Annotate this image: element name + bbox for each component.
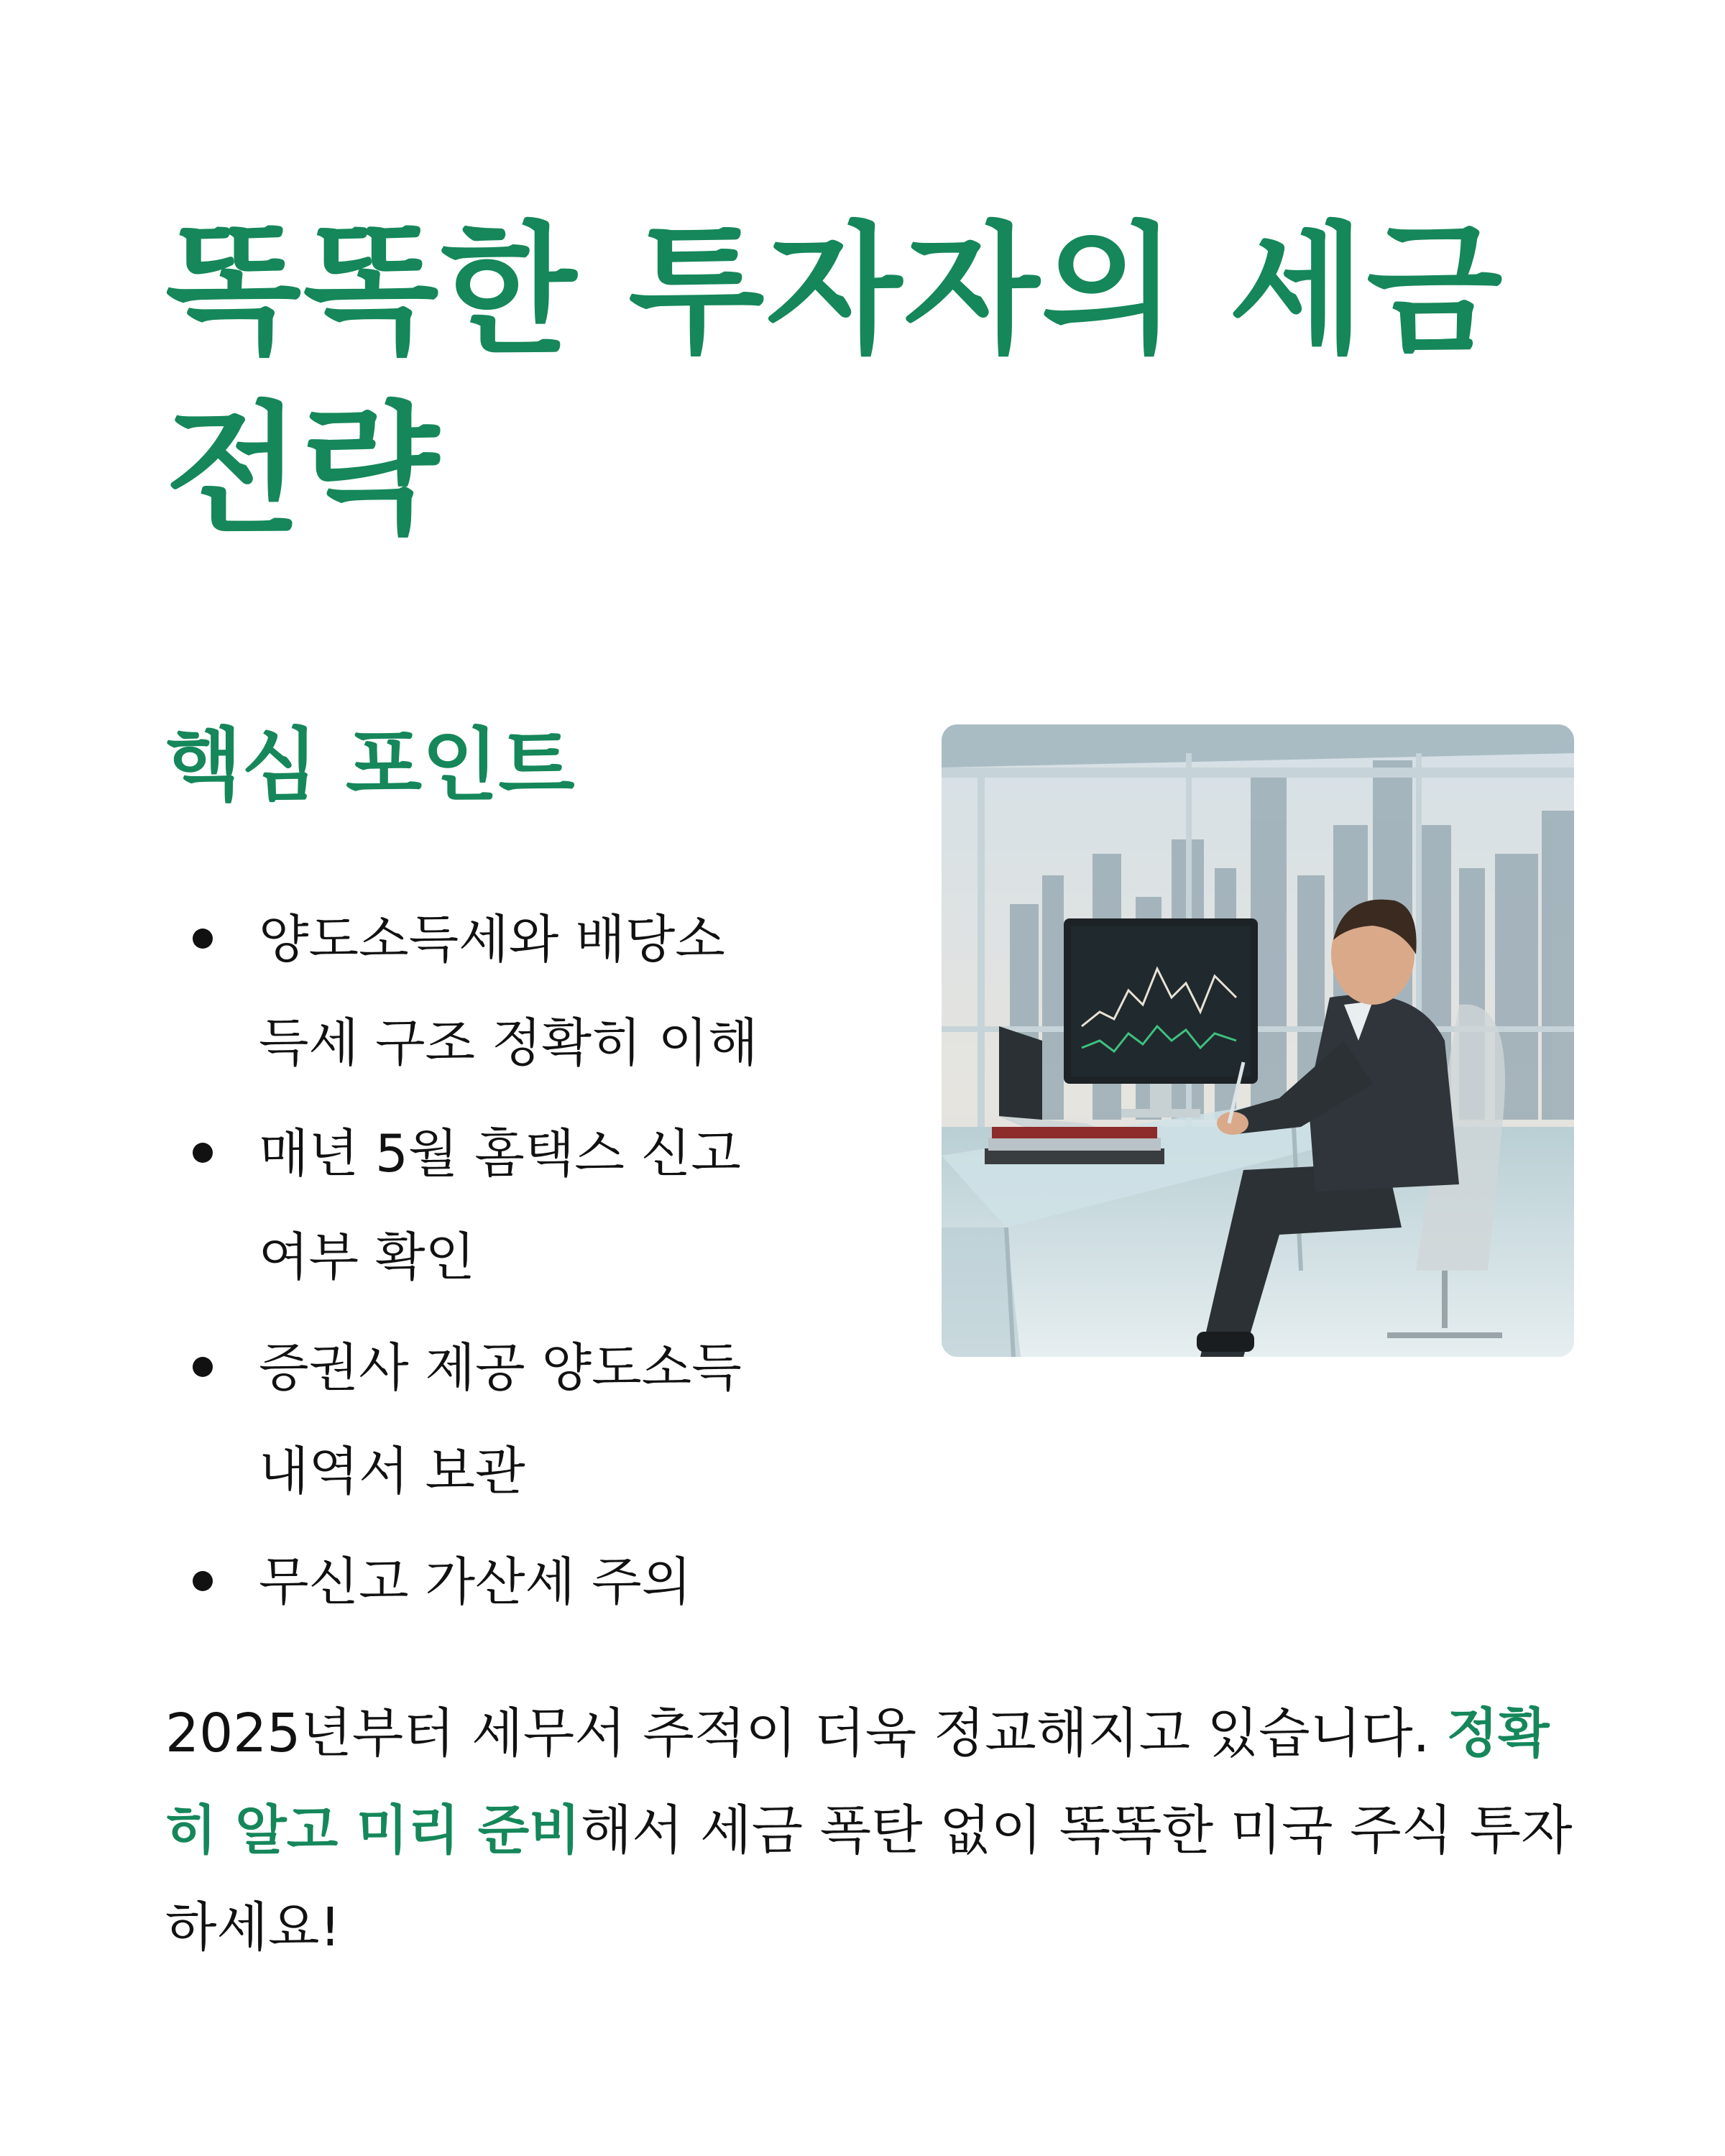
- list-item-line: 매년 5월 홈택스 신고: [259, 1123, 741, 1184]
- bullet-icon: [193, 1357, 213, 1377]
- list-item-line: 증권사 제공 양도소득: [259, 1337, 742, 1398]
- closing-paragraph: [165, 1685, 1574, 1976]
- list-item: [165, 1316, 884, 1523]
- title-line-1: 똑똑한 투자자의 세금: [165, 209, 1504, 373]
- key-points-heading: 핵심 포인트: [165, 719, 575, 811]
- key-points-list: [165, 888, 884, 1634]
- list-item-line: 득세 구조 정확히 이해: [259, 1013, 758, 1073]
- page-title: [165, 201, 1531, 561]
- list-item-line: 내역서 보관: [259, 1441, 525, 1501]
- list-item: [165, 1530, 884, 1634]
- list-item: [165, 888, 884, 1095]
- list-item: [165, 1102, 884, 1309]
- bullet-icon: [193, 1143, 213, 1163]
- closing-highlight: 정확히 알고 미리 준비: [165, 1703, 1550, 1861]
- closing-text-end: 해서 세금 폭탄 없이 똑똑한 미국 주식 투자 하세요!: [165, 1800, 1573, 1958]
- investor-office-illustration: [942, 724, 1574, 1357]
- list-item-line: 양도소득세와 배당소: [259, 909, 725, 969]
- investor-office-photo: [942, 724, 1574, 1357]
- bullet-icon: [193, 929, 213, 949]
- list-item-line: 무신고 가산세 주의: [259, 1552, 692, 1612]
- list-item-line: 여부 확인: [259, 1227, 476, 1287]
- title-line-2: 전략: [165, 389, 441, 553]
- closing-text-start: 2025년부터 세무서 추적이 더욱 정교해지고 있습니다.: [165, 1703, 1447, 1764]
- bullet-icon: [193, 1571, 213, 1591]
